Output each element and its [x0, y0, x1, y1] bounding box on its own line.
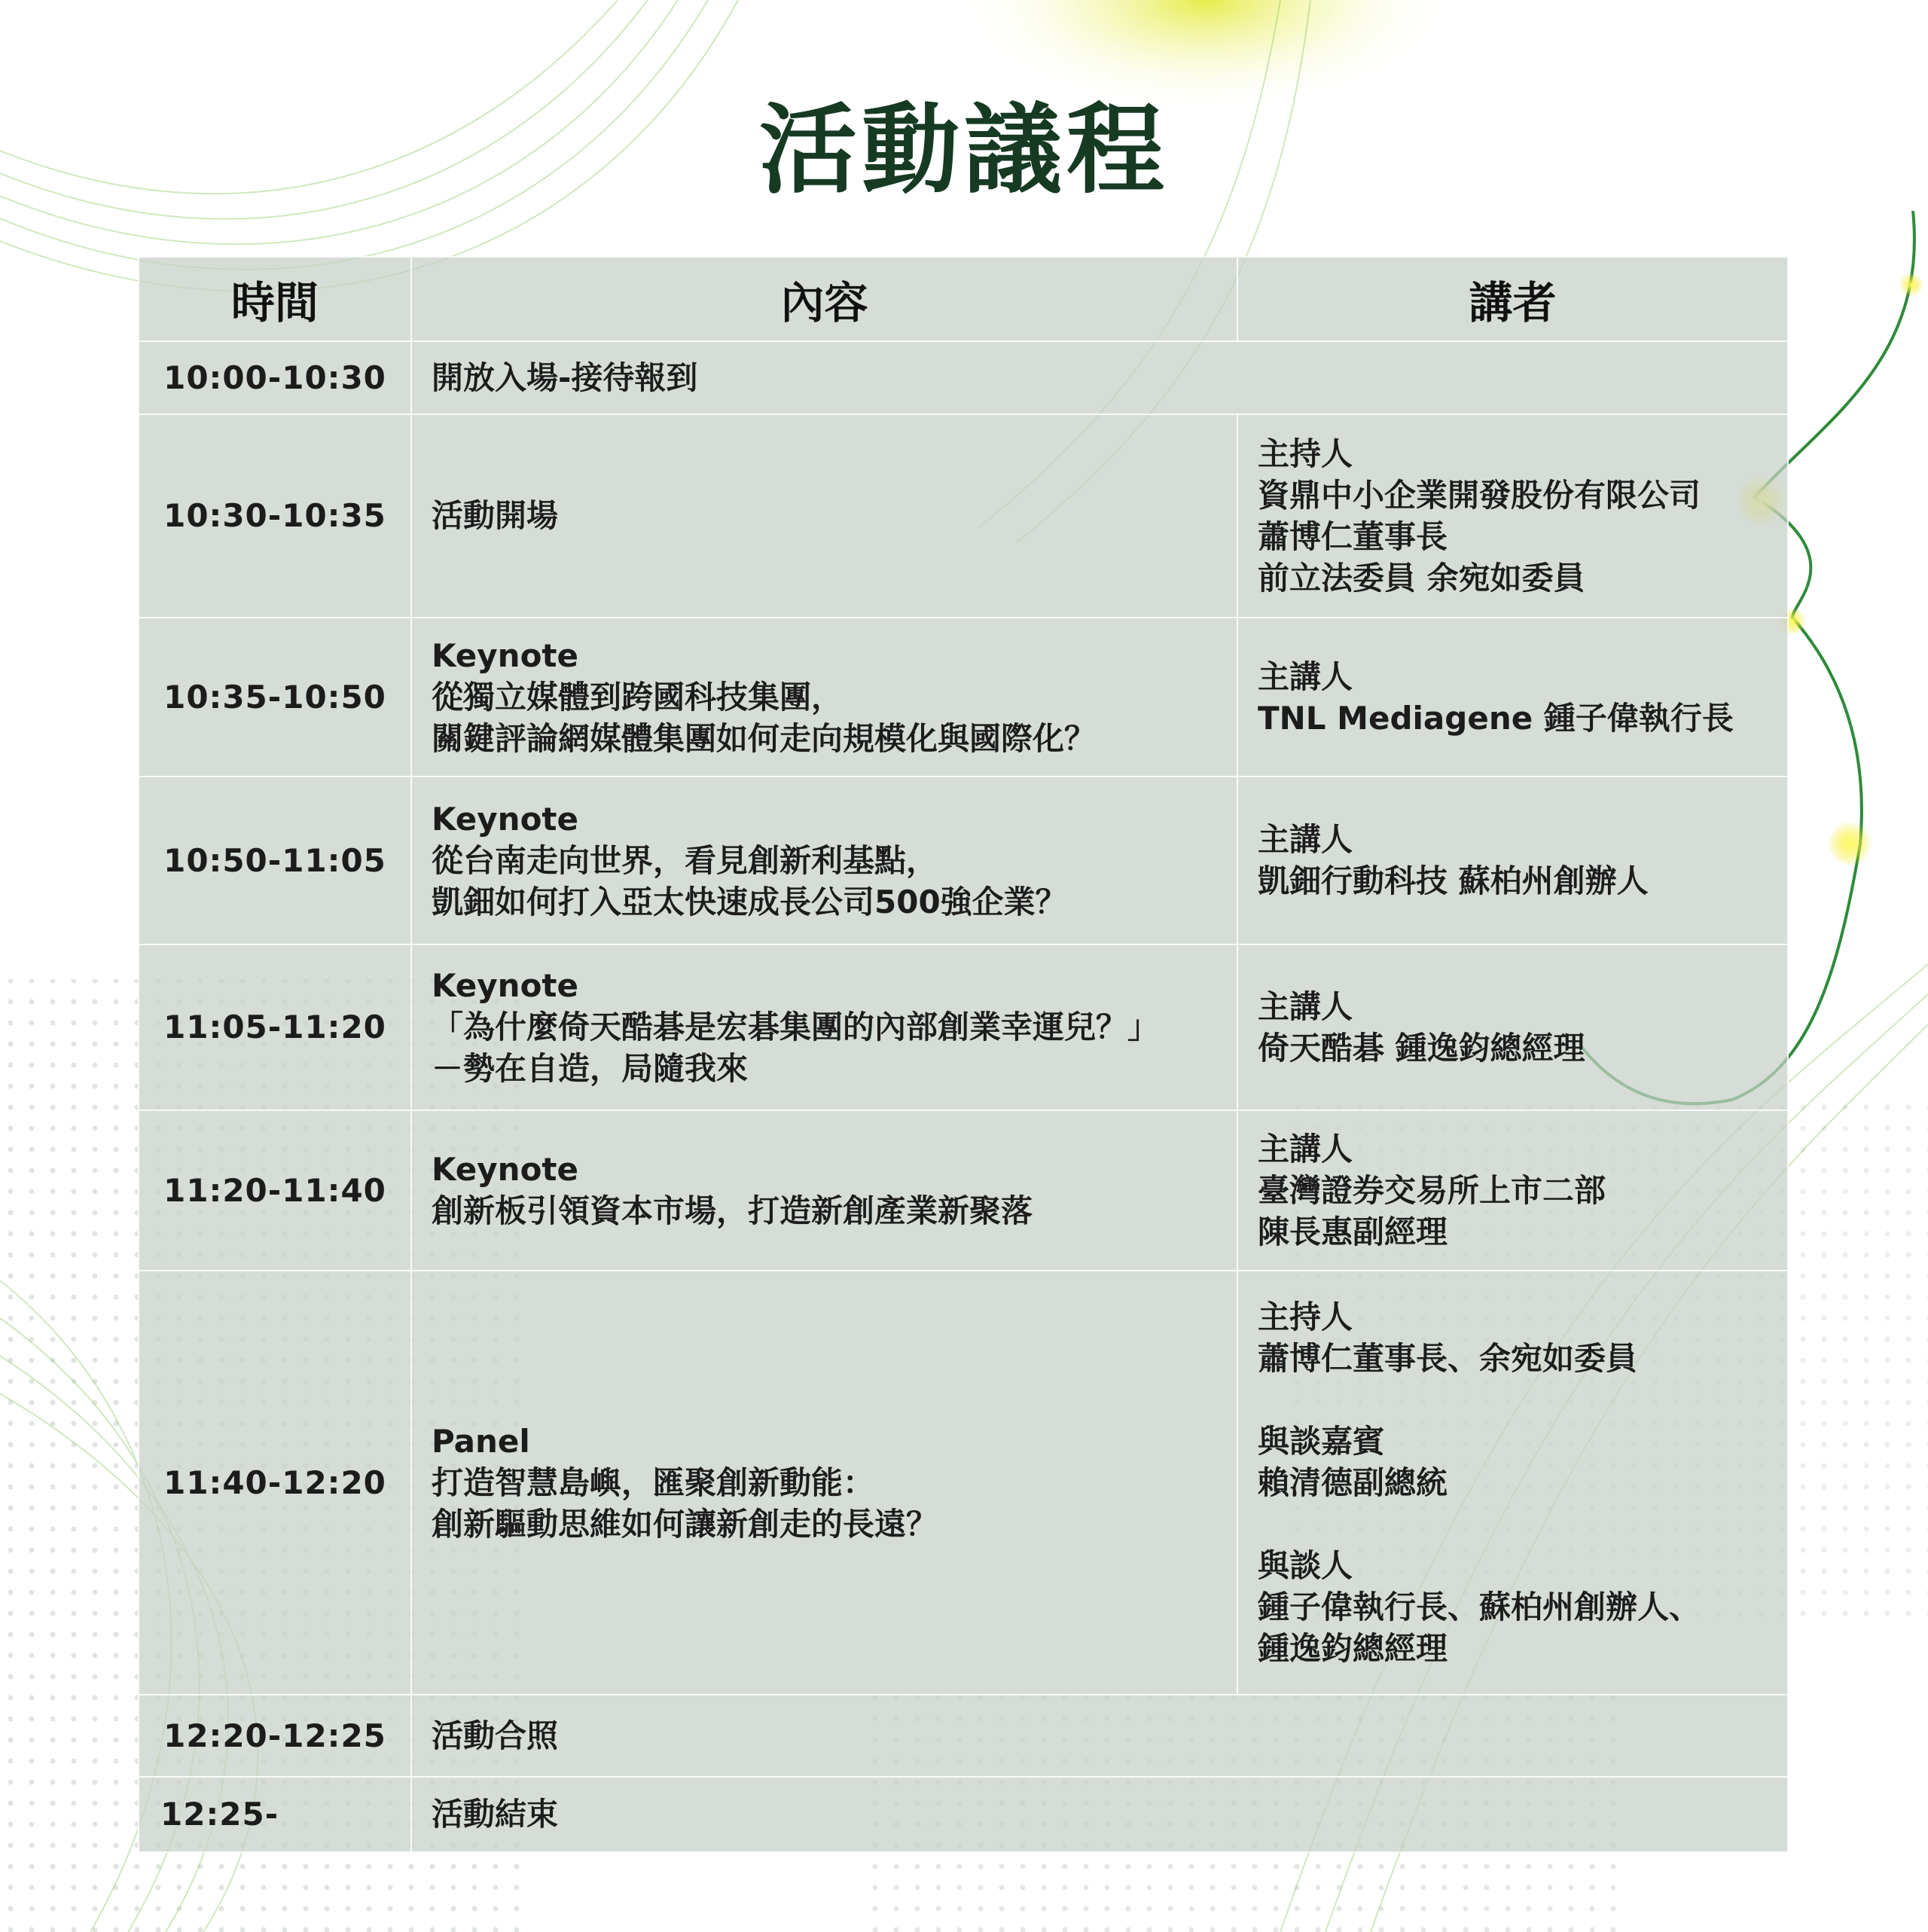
row-time: 12:25- — [139, 1777, 411, 1852]
speaker-line: 主講人 — [1258, 987, 1353, 1025]
content-line: 活動合照 — [432, 1717, 559, 1755]
content-line: Panel — [432, 1423, 530, 1460]
content-line: 關鍵評論網媒體集團如何走向規模化與國際化？ — [432, 720, 1097, 758]
content-line: 從台南走向世界，看見創新利基點， — [432, 841, 938, 879]
table-header-row — [139, 257, 1788, 341]
page-title: 活動議程 — [758, 93, 1169, 207]
speaker-line: 陳長惠副經理 — [1258, 1213, 1448, 1250]
row-content — [411, 777, 1237, 945]
speaker-line: 與談嘉賓 — [1258, 1423, 1385, 1460]
content-line: Keynote — [432, 637, 578, 675]
speaker-line: 蕭博仁董事長、余宛如委員 — [1258, 1340, 1638, 1378]
speaker-line: 前立法委員 余宛如委員 — [1258, 559, 1585, 597]
table-row — [139, 618, 1788, 777]
row-time: 10:30-10:35 — [139, 414, 411, 618]
row-speaker — [1237, 618, 1788, 777]
content-line: 活動結束 — [432, 1796, 559, 1833]
content-line: 從獨立媒體到跨國科技集團， — [432, 679, 844, 716]
content-line: 活動開場 — [432, 497, 559, 535]
spacer — [1258, 1379, 1768, 1421]
spacer — [1258, 1503, 1768, 1545]
table-row — [139, 1777, 1788, 1852]
content-line: 創新板引領資本市場，打造新創產業新聚落 — [432, 1192, 1033, 1230]
table-row — [139, 1695, 1788, 1776]
speaker-line: 主講人 — [1258, 821, 1353, 859]
speaker-line: 臺灣證券交易所上市二部 — [1258, 1171, 1606, 1209]
content-line: 打造智慧島嶼，匯聚創新動能： — [432, 1464, 875, 1502]
content-line: Keynote — [432, 967, 578, 1005]
speaker-line: 鍾逸鈞總經理 — [1258, 1630, 1448, 1668]
speaker-line: 與談人 — [1258, 1547, 1353, 1585]
row-time: 11:40-12:20 — [139, 1271, 411, 1695]
table-row — [139, 341, 1788, 414]
row-speaker — [1237, 414, 1788, 618]
content-line: 「為什麼倚天酷碁是宏碁集團的內部創業幸運兒？」 — [432, 1009, 1160, 1046]
content-line: Keynote — [432, 1151, 578, 1189]
speaker-line: 主講人 — [1258, 658, 1353, 695]
speaker-line: 主持人 — [1258, 1299, 1353, 1336]
speaker-line: 鍾子偉執行長、蘇柏州創辦人、 — [1258, 1589, 1701, 1626]
speaker-line: 倚天酷碁 鍾逸鈞總經理 — [1258, 1029, 1585, 1067]
table-row — [139, 414, 1788, 618]
row-speaker — [1237, 945, 1788, 1111]
content-line: 凱鈿如何打入亞太快速成長公司500強企業？ — [432, 883, 1067, 920]
header-content: 內容 — [411, 257, 1237, 341]
speaker-line: 主持人 — [1258, 435, 1353, 472]
row-time: 12:20-12:25 — [139, 1695, 411, 1776]
row-time: 10:35-10:50 — [139, 618, 411, 777]
table-row — [139, 1271, 1788, 1695]
row-content — [411, 618, 1237, 777]
content-line: －勢在自造，局隨我來 — [432, 1050, 749, 1088]
speaker-line: 蕭博仁董事長 — [1258, 517, 1448, 555]
row-speaker — [1237, 1271, 1788, 1695]
row-content — [411, 341, 1788, 414]
row-content — [411, 1695, 1788, 1776]
agenda-table — [138, 256, 1789, 1853]
row-time: 10:00-10:30 — [139, 341, 411, 414]
header-speaker: 講者 — [1237, 257, 1788, 341]
table-row — [139, 1110, 1788, 1271]
row-time: 11:20-11:40 — [139, 1110, 411, 1271]
row-content — [411, 1777, 1788, 1852]
row-speaker — [1237, 1110, 1788, 1271]
row-speaker — [1237, 777, 1788, 945]
row-content — [411, 414, 1237, 618]
speaker-line: TNL Mediagene 鍾子偉執行長 — [1258, 699, 1734, 737]
content-line: Keynote — [432, 800, 578, 838]
table-row — [139, 945, 1788, 1111]
row-content — [411, 945, 1237, 1111]
row-content — [411, 1271, 1237, 1695]
content-line: 開放入場-接待報到 — [432, 359, 698, 396]
table-row — [139, 777, 1788, 945]
header-time: 時間 — [139, 257, 411, 341]
row-content — [411, 1110, 1237, 1271]
speaker-line: 凱鈿行動科技 蘇柏州創辦人 — [1258, 862, 1649, 900]
row-time: 10:50-11:05 — [139, 777, 411, 945]
row-time: 11:05-11:20 — [139, 945, 411, 1111]
speaker-line: 資鼎中小企業開發股份有限公司 — [1258, 476, 1701, 514]
speaker-line: 主講人 — [1258, 1130, 1353, 1167]
speaker-line: 賴清德副總統 — [1258, 1464, 1448, 1502]
content-line: 創新驅動思維如何讓新創走的長遠？ — [432, 1506, 938, 1543]
